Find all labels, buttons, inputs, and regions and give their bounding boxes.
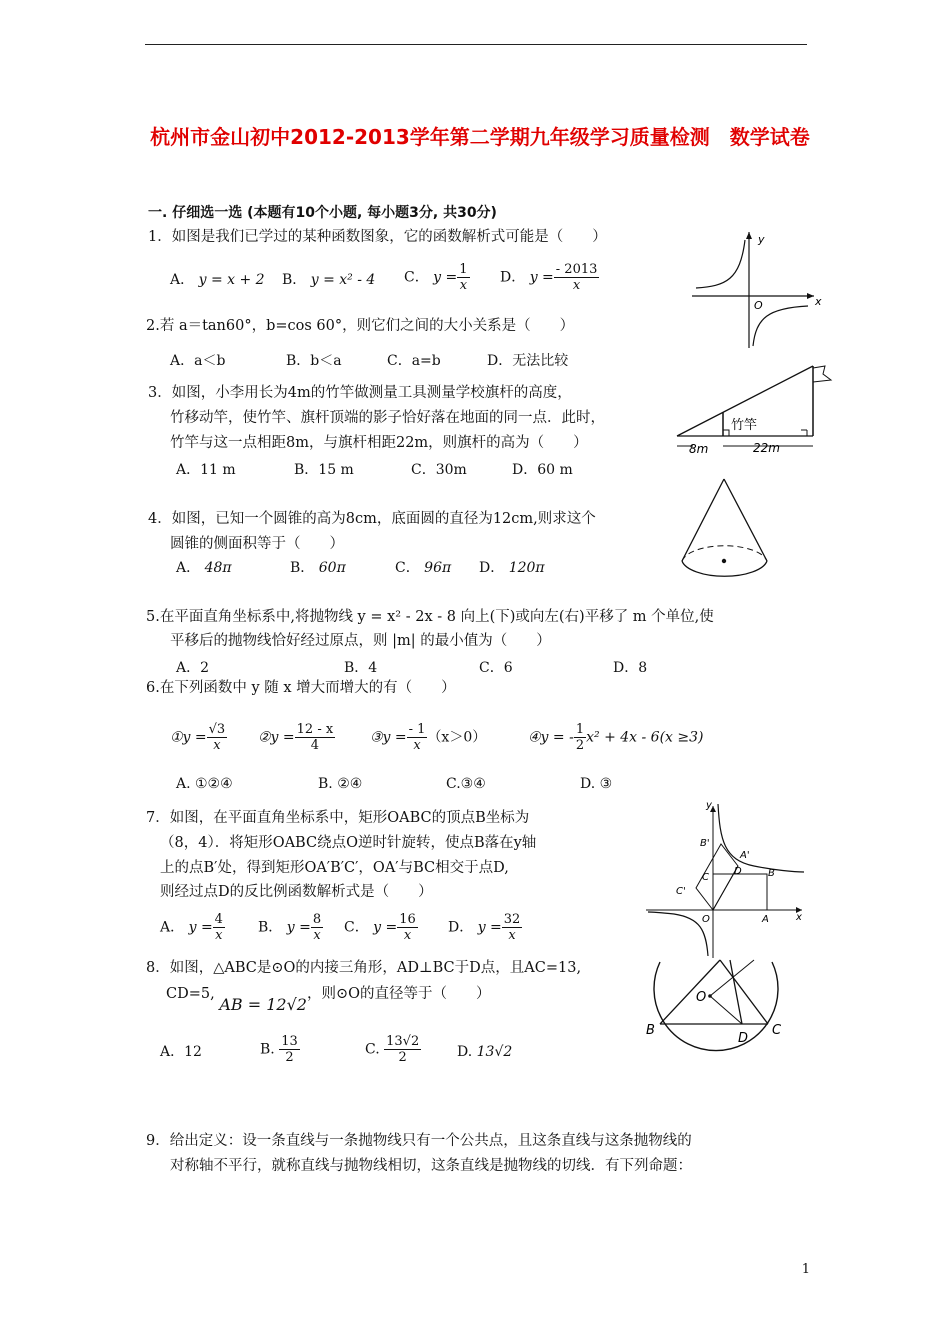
- q7-fig-c: C: [702, 872, 709, 883]
- q8-line1: 8．如图，△ABC是⊙O的内接三角形，AD⊥BC于D点，且AC=13,: [146, 960, 582, 976]
- q6-option-c: C.③④: [446, 776, 486, 792]
- q8-circle-figure: [642, 958, 792, 1058]
- q8-fig-b: B: [646, 1023, 655, 1038]
- q5-line2: 平移后的抛物线恰好经过原点，则 |m| 的最小值为（ ）: [170, 633, 551, 649]
- q3-option-c: C．30m: [411, 462, 467, 478]
- q7-rotation-figure: [644, 800, 810, 960]
- q6-option-b: B. ②④: [318, 776, 363, 792]
- q4-cone-figure: [676, 475, 776, 587]
- q4-option-a: A． 48π: [176, 560, 232, 576]
- q7-fig-a-prime: A': [740, 850, 750, 861]
- q7-option-b: B． y = $\frac{8}{x}$: [258, 912, 322, 943]
- q5-line1: 5.在平面直角坐标系中,将抛物线 y = x² - 2x - 8 向上(下)或向左(右)平移了 m 个单位,使: [146, 609, 714, 625]
- q7-line3: 上的点B′处，得到矩形OA′B′C′，OA′与BC相交于点D,: [160, 860, 509, 876]
- q8-option-b: B. $\frac{13}{2}$: [260, 1034, 298, 1065]
- q4-line2: 圆锥的侧面积等于（ ）: [170, 536, 344, 552]
- q7-option-a: A． y = $\frac{4}{x}$: [160, 912, 223, 943]
- q3-option-b: B．15 m: [294, 462, 354, 478]
- q4-option-d: D． 120π: [479, 560, 545, 576]
- q7-fig-y: y: [706, 800, 712, 811]
- q6-function-4: ④y = - $\frac{1}{2}$ x² + 4x - 6(x ≥3): [528, 722, 704, 753]
- q4-line1: 4．如图，已知一个圆锥的高为8cm，底面圆的直径为12cm,则求这个: [148, 511, 596, 527]
- q7-fig-o: O: [702, 914, 710, 925]
- q7-option-c: C． y = $\frac{16}{x}$: [344, 912, 416, 943]
- q9-line1: 9．给出定义：设一条直线与一条抛物线只有一个公共点，且这条直线与这条抛物线的: [146, 1133, 692, 1149]
- q8-option-d: D. 13√2: [457, 1044, 513, 1060]
- q1-fig-y-label: y: [758, 233, 765, 246]
- q3-option-d: D．60 m: [512, 462, 573, 478]
- q7-option-d: D． y = $\frac{32}{x}$: [448, 912, 521, 943]
- q8-option-a: A．12: [160, 1044, 202, 1060]
- q2-option-b: B．b＜a: [286, 353, 342, 369]
- q7-line1: 7．如图，在平面直角坐标系中，矩形OABC的顶点B坐标为: [146, 810, 530, 826]
- q7-fig-a: A: [762, 914, 769, 925]
- q6-stem: 6.在下列函数中 y 随 x 增大而增大的有（ ）: [146, 680, 456, 696]
- page-number: 1: [801, 1262, 810, 1277]
- q1-stem: 1．如图是我们已学过的某种函数图象，它的函数解析式可能是（ ）: [148, 229, 607, 245]
- q4-option-b: B． 60π: [290, 560, 346, 576]
- q5-option-a: A．2: [176, 660, 210, 676]
- q3-option-a: A．11 m: [176, 462, 236, 478]
- q3-line1: 3．如图，小李用长为4m的竹竿做测量工具测量学校旗杆的高度，: [148, 385, 572, 401]
- q7-fig-b-prime: B': [700, 838, 710, 849]
- q2-stem: 2.若 a＝tan60°，b=cos 60°，则它们之间的大小关系是（ ）: [146, 318, 575, 334]
- q3-fig-22m-label: 22m: [753, 441, 780, 455]
- q1-option-a: A． y = x + 2: [170, 272, 265, 288]
- q1-option-d: D． y = $\frac{- 2013}{x}$: [500, 262, 598, 293]
- q2-option-d: D．无法比较: [487, 353, 569, 369]
- q1-hyperbola-figure: [688, 228, 828, 350]
- q7-fig-c-prime: C': [676, 886, 686, 897]
- q7-line4: 则经过点D的反比例函数解析式是（ ）: [160, 884, 433, 900]
- q7-fig-b: B: [768, 868, 775, 879]
- q1-option-c: C． y = $\frac{1}{x}$: [404, 262, 468, 293]
- q1-fig-x-label: x: [815, 295, 822, 308]
- q1-option-b: B． y = x² - 4: [282, 272, 376, 288]
- q2-option-c: C．a=b: [387, 353, 441, 369]
- q8-fig-o: O: [696, 990, 707, 1005]
- q5-option-d: D．8: [613, 660, 648, 676]
- q7-fig-x: x: [796, 912, 802, 923]
- q3-line3: 竹竿与这一点相距8m，与旗杆相距22m，则旗杆的高为（ ）: [170, 435, 588, 451]
- q8-option-c: C. $\frac{13√2}{2}$: [365, 1034, 420, 1065]
- q7-line2: （8，4）．将矩形OABC绕点O逆时针旋转，使点B落在y轴: [160, 835, 537, 851]
- page-title: 杭州市金山初中2012-2013学年第二学期九年级学习质量检测 数学试卷: [150, 125, 810, 149]
- q6-function-2: ②y = $\frac{12 - x}{4}$: [258, 722, 334, 753]
- q3-flagpole-figure: [673, 362, 838, 458]
- q6-option-a: A. ①②④: [176, 776, 233, 792]
- q5-option-b: B．4: [344, 660, 378, 676]
- q3-fig-pole-label: 竹竿: [731, 418, 758, 433]
- q2-option-a: A．a＜b: [170, 353, 226, 369]
- header-rule: [145, 44, 807, 45]
- q1-fig-o-label: O: [754, 299, 763, 312]
- q7-fig-d: D: [734, 866, 742, 877]
- q8-line2: CD=5, AB = 12√2，则⊙O的直径等于（ ）: [166, 986, 491, 1014]
- section-heading: 一. 仔细选一选 (本题有10个小题, 每小题3分, 共30分): [148, 205, 497, 221]
- q3-fig-8m-label: 8m: [689, 442, 709, 456]
- q6-function-3: ③y = $\frac{- 1}{x}$ （x＞0）: [370, 722, 487, 753]
- q6-function-1: ①y = $\frac{√3}{x}$: [170, 722, 226, 753]
- q9-line2: 对称轴不平行，就称直线与抛物线相切，这条直线是抛物线的切线．有下列命题：: [170, 1158, 692, 1174]
- q5-option-c: C．6: [479, 660, 513, 676]
- q6-option-d: D. ③: [580, 776, 613, 792]
- q3-line2: 竹移动竿，使竹竿、旗杆顶端的影子恰好落在地面的同一点．此时，: [170, 410, 605, 426]
- q4-option-c: C． 96π: [395, 560, 452, 576]
- q8-fig-c: C: [772, 1023, 782, 1038]
- q8-fig-d: D: [738, 1031, 749, 1046]
